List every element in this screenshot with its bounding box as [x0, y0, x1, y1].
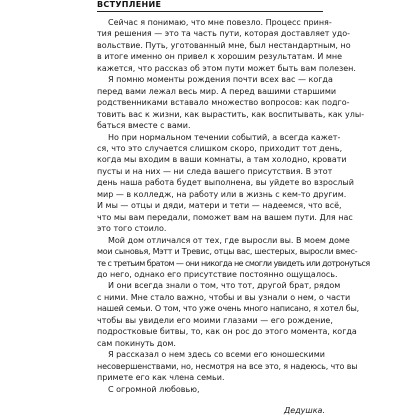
text-line: примете его как члена семьи. [97, 373, 225, 383]
text-line: в итоге именно он привел к хорошим результатам. И мне [97, 52, 343, 62]
text-line: И мы — отцы и дяди, матери и тети — надеемся, что всё, [97, 201, 342, 211]
text-line: Сейчас я понимаю, что мне повезло. Процесс приня- [108, 18, 332, 27]
text-line: нашей семьи. О том, что уже очень много написано, я хотел бы, [97, 304, 359, 314]
text-line: Но при нормальном течении событий, а всегда кажет- [108, 132, 341, 142]
text-line: родственниками вставало множество вопросов: как подго- [97, 98, 350, 108]
header-rule [97, 11, 323, 12]
text-line: с ними. Мне стало важно, чтобы и вы узнали о нем, о части [97, 292, 351, 302]
text-line: Мой дом отличался от тех, где выросли вы. В моем доме [108, 235, 350, 245]
text-line: баться вместе с вами. [97, 121, 191, 131]
text-line: Я рассказал о нем здесь со всеми его юношескими [108, 350, 325, 360]
text-line: ся, что это случается слишком скоро, приходит тот день, [97, 143, 343, 153]
paragraph-4 [97, 235, 370, 281]
text-line: те с третьим братом — они никогда не смогли увидеть или дотронуться [97, 258, 370, 268]
chapter-header: ВСТУПЛЕНИЕ [97, 0, 162, 9]
text-line: что мы вам передали, поможет вам на вашем пути. Для нас [97, 212, 353, 222]
text-line: подростковые битвы, то, как он рос до этого момента, когда [97, 327, 357, 337]
text-line: С огромной любовью, [108, 384, 200, 394]
text-line: вольствие. Путь, уготованный мне, был нестандартным, но [97, 40, 351, 50]
text-line: пусты и на них — ни следа вашего присутствия. В этот [97, 166, 333, 176]
paragraph-3 [97, 132, 354, 235]
text-line: это того стоило. [97, 224, 167, 234]
text-line: мир — в колледж, на работу или в жизнь с кем-то другим. [97, 189, 347, 199]
paragraph-2 [97, 74, 365, 131]
paragraph-7 [97, 384, 327, 395]
text-line: до него, однако его присутствие постоянно ощущалось. [97, 269, 338, 279]
paragraph-5 [97, 280, 359, 349]
text-line: перед вами лежал весь мир. А перед вашими старшими [97, 86, 337, 96]
text-line: несовершенствами, но, несмотря на все это, я надеюсь, что вы [97, 361, 358, 371]
text-line: когда мы входим в ваши комнаты, а там холодно, кровати [97, 155, 347, 165]
text-line: товить вас к жизни, как вырастить, как воспитывать, как улы- [97, 109, 365, 119]
text-line: тия решения — это та часть пути, которая доставляет удо- [97, 29, 351, 39]
paragraph-6 [97, 349, 358, 383]
text-line: чтобы вы увидели его моими глазами — его рождение, [97, 315, 333, 325]
text-line: мои сыновья, Мэтт и Тревис, отцы вас, шестерых, выросли вмес- [97, 247, 358, 257]
paragraph-1 [97, 17, 356, 74]
body-text [97, 17, 370, 395]
text-line: сам покинуть дом. [97, 338, 176, 348]
text-line: И они всегда знали о том, что тот, другой брат, рядом [108, 281, 341, 291]
text-line: кажется, что рассказ об этом пути может быть вам полезен. [97, 63, 356, 73]
text-line: день наша работа будет выполнена, вы уйдете во взрослый [97, 178, 354, 188]
text-line: Я помню моменты рождения почти всех вас — когда [108, 75, 333, 85]
signature: Дедушка. [283, 406, 325, 415]
